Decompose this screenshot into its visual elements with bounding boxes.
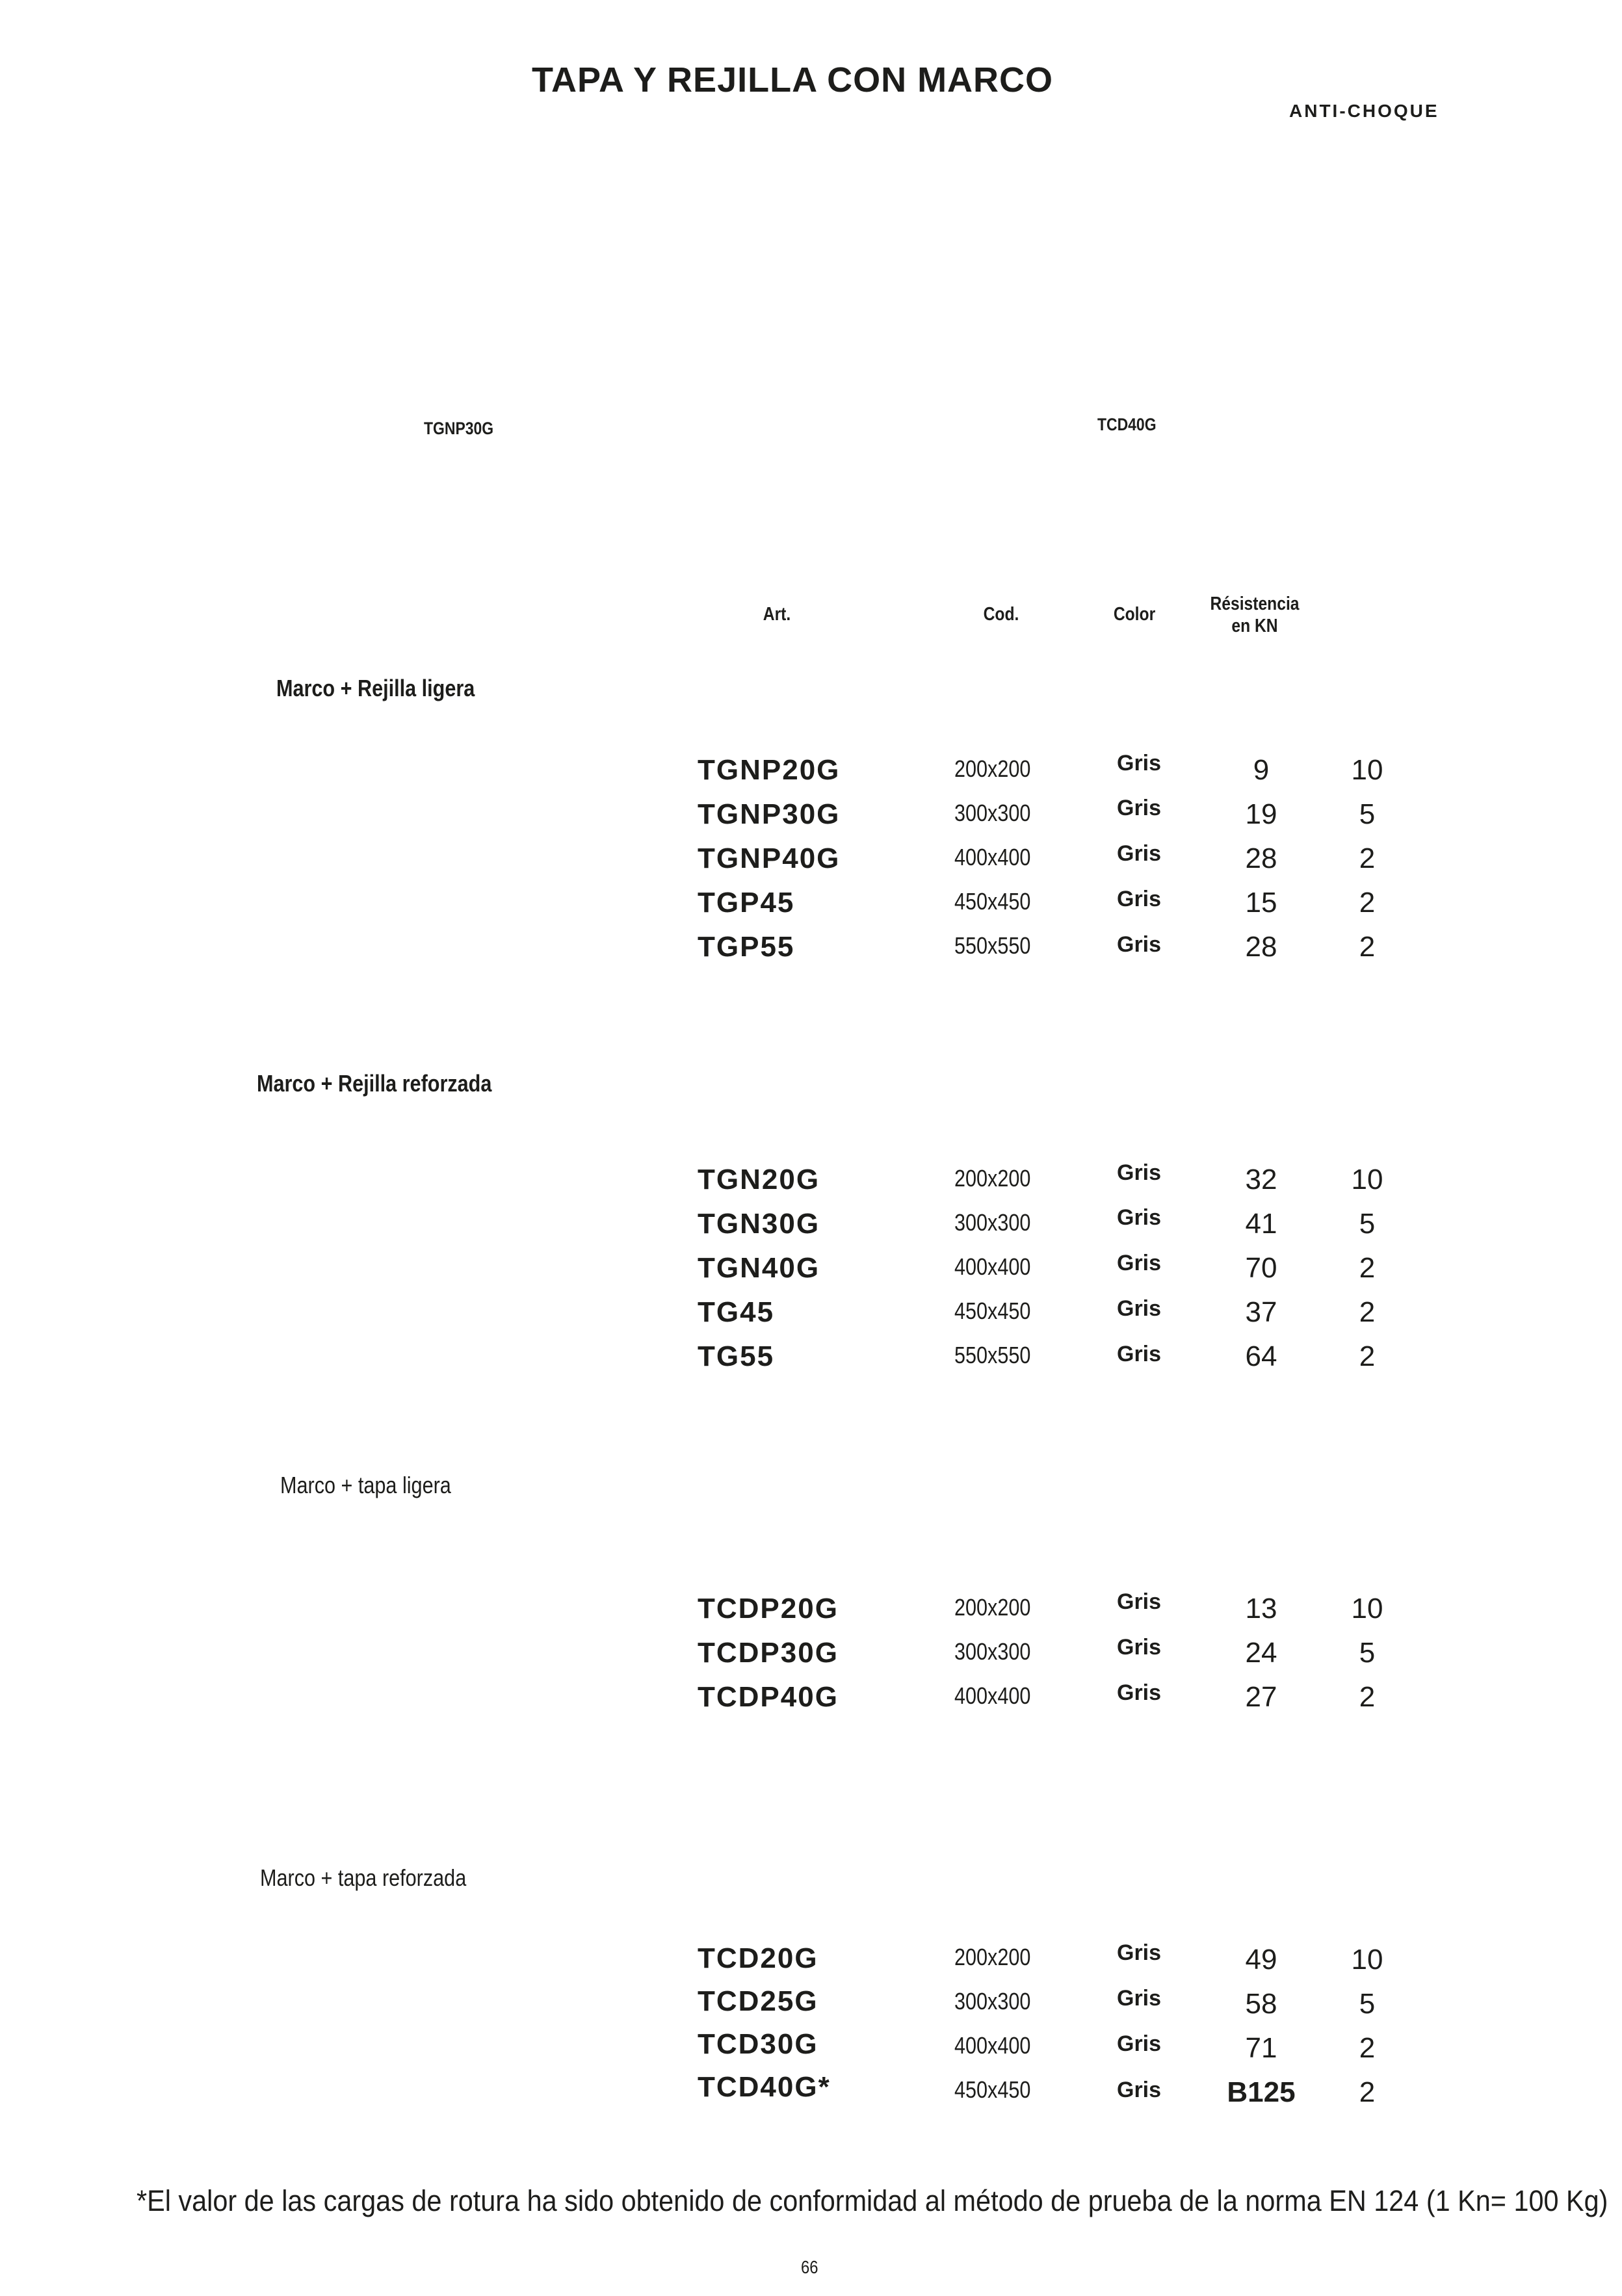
- table-cell-qty: 5: [1359, 1988, 1376, 2020]
- header-art: Art.: [763, 604, 791, 625]
- table-cell-cod: 300x300: [954, 1638, 1031, 1665]
- table-cell-qty: 2: [1359, 1252, 1376, 1284]
- table-cell-qty: 5: [1359, 798, 1376, 830]
- table-cell-qty: 2: [1359, 2032, 1376, 2064]
- table-cell-resistance: 27: [1245, 1681, 1277, 1713]
- table-cell-cod: 450x450: [954, 888, 1031, 915]
- header-resistance-line2: en KN: [1231, 616, 1278, 636]
- table-cell-art: TGN30G: [698, 1208, 820, 1240]
- table-cell-cod: 200x200: [954, 1594, 1031, 1621]
- table-cell-color: Gris: [1117, 796, 1162, 820]
- table-cell-resistance: 49: [1245, 1944, 1277, 1976]
- image-caption-left: TGNP30G: [424, 419, 494, 438]
- table-cell-qty: 2: [1359, 2076, 1376, 2108]
- table-cell-color: Gris: [1117, 887, 1162, 911]
- header-color: Color: [1113, 604, 1156, 625]
- table-cell-art: TCDP40G: [698, 1681, 839, 1713]
- table-cell-cod: 300x300: [954, 1988, 1031, 2015]
- section-title: Marco + tapa ligera: [280, 1472, 451, 1498]
- table-cell-qty: 10: [1351, 1944, 1383, 1976]
- table-cell-cod: 450x450: [954, 2076, 1031, 2103]
- table-cell-resistance: B125: [1227, 2076, 1296, 2108]
- table-cell-resistance: 41: [1245, 1208, 1277, 1240]
- table-cell-art: TGN20G: [698, 1164, 820, 1195]
- table-cell-art: TCD30G: [698, 2028, 818, 2060]
- table-cell-color: Gris: [1117, 1940, 1162, 1965]
- table-cell-color: Gris: [1117, 1205, 1162, 1230]
- table-cell-cod: 400x400: [954, 1682, 1031, 1709]
- table-cell-art: TGP45: [698, 887, 795, 919]
- table-cell-art: TCD20G: [698, 1942, 818, 1974]
- table-cell-cod: 200x200: [954, 755, 1031, 782]
- table-cell-qty: 2: [1359, 1340, 1376, 1372]
- table-cell-resistance: 28: [1245, 931, 1277, 963]
- table-cell-art: TGP55: [698, 931, 795, 963]
- table-cell-color: Gris: [1117, 1296, 1162, 1321]
- table-cell-cod: 300x300: [954, 800, 1031, 826]
- table-cell-cod: 550x550: [954, 1342, 1031, 1368]
- table-cell-cod: 550x550: [954, 932, 1031, 959]
- section-title: Marco + tapa reforzada: [260, 1864, 467, 1891]
- footnote: *El valor de las cargas de rotura ha sido obtenido de conformidad al método de prueba de la norma EN 124 (1 Kn= 100 Kg): [137, 2184, 1608, 2217]
- table-cell-cod: 400x400: [954, 844, 1031, 870]
- table-cell-art: TGNP20G: [698, 754, 841, 786]
- table-cell-qty: 10: [1351, 754, 1383, 786]
- table-cell-resistance: 70: [1245, 1252, 1277, 1284]
- header-resistance: [1199, 593, 1310, 637]
- table-cell-cod: 200x200: [954, 1944, 1031, 1970]
- table-cell-cod: 200x200: [954, 1165, 1031, 1192]
- section-title: Marco + Rejilla reforzada: [257, 1070, 492, 1097]
- table-cell-art: TCDP20G: [698, 1593, 839, 1624]
- header-resistance-line1: Résistencia: [1210, 594, 1300, 614]
- page-number: 66: [801, 2257, 818, 2277]
- table-cell-cod: 450x450: [954, 1298, 1031, 1324]
- table-cell-qty: 10: [1351, 1164, 1383, 1195]
- table-cell-color: Gris: [1117, 1986, 1162, 2011]
- table-cell-qty: 2: [1359, 1681, 1376, 1713]
- table-cell-qty: 2: [1359, 842, 1376, 874]
- table-cell-color: Gris: [1117, 1342, 1162, 1366]
- table-cell-art: TG45: [698, 1296, 775, 1328]
- table-cell-color: Gris: [1117, 2078, 1162, 2102]
- page-subtitle: ANTI-CHOQUE: [1289, 101, 1439, 121]
- table-cell-resistance: 37: [1245, 1296, 1277, 1328]
- table-cell-art: TG55: [698, 1340, 775, 1372]
- table-cell-qty: 2: [1359, 1296, 1376, 1328]
- table-cell-resistance: 24: [1245, 1637, 1277, 1669]
- table-cell-color: Gris: [1117, 841, 1162, 866]
- table-cell-color: Gris: [1117, 2031, 1162, 2056]
- table-cell-art: TCD25G: [698, 1985, 818, 2017]
- table-cell-color: Gris: [1117, 751, 1162, 776]
- header-cod: Cod.: [983, 604, 1019, 625]
- page-title: TAPA Y REJILLA CON MARCO: [532, 60, 1054, 99]
- table-cell-cod: 400x400: [954, 2032, 1031, 2059]
- table-cell-resistance: 13: [1245, 1593, 1277, 1624]
- table-cell-art: TGN40G: [698, 1252, 820, 1284]
- table-cell-color: Gris: [1117, 1251, 1162, 1275]
- table-cell-resistance: 15: [1245, 887, 1277, 919]
- table-cell-art: TGNP40G: [698, 842, 841, 874]
- table-cell-qty: 2: [1359, 887, 1376, 919]
- table-cell-cod: 400x400: [954, 1253, 1031, 1280]
- image-caption-right: TCD40G: [1097, 415, 1157, 434]
- table-cell-resistance: 28: [1245, 842, 1277, 874]
- section-title: Marco + Rejilla ligera: [276, 675, 475, 701]
- table-cell-color: Gris: [1117, 932, 1162, 957]
- table-cell-qty: 5: [1359, 1208, 1376, 1240]
- table-cell-resistance: 71: [1245, 2032, 1277, 2064]
- table-cell-qty: 10: [1351, 1593, 1383, 1624]
- table-cell-color: Gris: [1117, 1635, 1162, 1660]
- table-cell-resistance: 32: [1245, 1164, 1277, 1195]
- table-cell-resistance: 64: [1245, 1340, 1277, 1372]
- table-cell-resistance: 58: [1245, 1988, 1277, 2020]
- table-cell-art: TGNP30G: [698, 798, 841, 830]
- table-cell-qty: 5: [1359, 1637, 1376, 1669]
- table-cell-cod: 300x300: [954, 1209, 1031, 1236]
- table-cell-art: TCD40G*: [698, 2071, 831, 2103]
- table-cell-color: Gris: [1117, 1160, 1162, 1185]
- table-cell-color: Gris: [1117, 1680, 1162, 1705]
- table-cell-color: Gris: [1117, 1589, 1162, 1614]
- table-cell-qty: 2: [1359, 931, 1376, 963]
- table-cell-art: TCDP30G: [698, 1637, 839, 1669]
- table-cell-resistance: 19: [1245, 798, 1277, 830]
- table-cell-resistance: 9: [1253, 754, 1270, 786]
